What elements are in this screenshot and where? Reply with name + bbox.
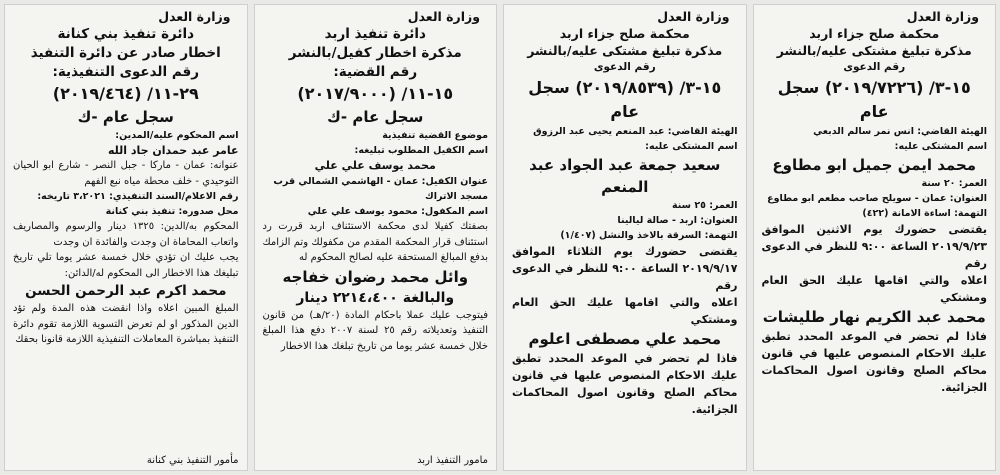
debtor-address: عنوانه: عمان - ماركا - جبل النصر - شارع ابو الحيان التوحيدي - خلف محطة مياه نبع الفهم <box>13 160 239 187</box>
debtor-label: اسم المكفول: محمود يوسف علي علي <box>307 206 488 217</box>
case-label: رقم القضية: <box>333 64 418 80</box>
court-name: محكمة صلح جزاء اربد <box>559 26 690 41</box>
case-number: ١٥-١١/ (٢٠١٧/٩٠٠٠) <box>297 84 454 103</box>
defendant-name: محمد ايمن جميل ابو مطاوع <box>772 156 977 174</box>
defendant-address: العنوان: عمان - سويلح صاحب مطعم ابو مطاوع <box>767 193 987 204</box>
charge: التهمة: اساءة الامانة (٤٢٢) <box>862 208 987 219</box>
complainant-name: محمد علي مصطفى اعلوم <box>528 330 722 348</box>
ruling-number: رقم الاعلام/السند التنفيذي: ٣،٢٠٢١ تاريخه: <box>37 191 239 202</box>
notice-summons-1 <box>753 4 997 471</box>
case-label: رقم الدعوى <box>843 61 906 73</box>
signature: مامور التنفيذ اربد <box>417 455 488 466</box>
notice-summons-2 <box>503 4 747 471</box>
instructions-text: فيتوجب عليك عملا باحكام المادة (٢٠/هـ) من قانون التنفيذ وتعديلاته رقم ٢٥ لسنة ٢٠٠٧ دفع هذا المبلغ خلال خمسة عشر يوما من تاريخ تبلغك هذا الاخطار <box>262 309 489 352</box>
court-name: دائرة تنفيذ اربد <box>324 26 426 42</box>
summons-text: يقتضى حضورك يوم الثلاثاء الموافق ٢٠١٩/٩/١٧ الساعة ٩:٠٠ للنظر في الدعوى رقم <box>512 245 738 292</box>
case-number: ٢٩-١١/ (٢٠١٩/٤٦٤) <box>52 84 199 103</box>
charge: التهمة: السرقة بالاخذ والنشل (١/٤٠٧) <box>560 230 738 241</box>
defendant-age: العمر: ٢٥ سنة <box>672 200 738 211</box>
complainant-name: محمد عبد الكريم نهار طليشات <box>762 308 986 326</box>
amount: والبالغة ٢٢١٤،٤٠٠ دينار <box>296 289 455 306</box>
notice-execution <box>4 4 248 471</box>
defendant-age: العمر: ٢٠ سنة <box>921 178 987 189</box>
court-name: دائرة تنفيذ بني كنانة <box>57 26 195 42</box>
summons-text: يقتضى حضورك يوم الاثنين الموافق ٢٠١٩/٩/٢٣ الساعة ٩:٠٠ للنظر في الدعوى رقم <box>761 223 987 270</box>
signature: مأمور التنفيذ بني كنانة <box>146 455 239 466</box>
closing-text: المبلغ المبين اعلاه واذا انقضت هذه المدة ولم تؤد الدين المذكور او لم تعرض التسوية اللازمة تقوم دائرة التنفيذ بمباشرة المعاملات التنفيذية اللازمة قانونا بحقك <box>13 303 239 345</box>
register: سجل عام -ك <box>77 108 174 126</box>
judge-line: الهيئة القاضي: عبد المنعم يحيى عبد الرزوق <box>533 126 738 137</box>
notice-subject: مذكرة اخطار كفيل/بالنشر <box>288 45 462 61</box>
debtor-name: عامر عبد حمدان جاد الله <box>107 144 239 157</box>
register: سجل عام -ك <box>327 108 424 126</box>
deadline-text: يجب عليك ان تؤدي خلال خمسة عشر يوما تلي تاريخ تبليغك هذا الاخطار الى المحكوم له/الدائن: <box>13 252 239 279</box>
notice-subject: مذكرة تبليغ مشتكى عليه/بالنشر <box>527 43 723 58</box>
ministry-title: وزارة العدل <box>407 9 480 24</box>
guarantor-label: اسم الكفيل المطلوب تبليغه: <box>354 145 488 156</box>
warning-text: فاذا لم تحضر في الموعد المحدد تطبق عليك الاحكام المنصوص عليها في قانون محاكم الصلح وقانون اصول المحاكمات الجزائية. <box>512 352 738 416</box>
case-label: رقم الدعوى <box>593 61 656 73</box>
notice-subject: اخطار صادر عن دائرة التنفيذ <box>30 45 221 61</box>
defendant-name: سعيد جمعة عبد الجواد عبد المنعم <box>529 156 721 196</box>
case-number: ١٥-٣/ (٢٠١٩/٧٢٢٦) سجل عام <box>777 78 971 121</box>
creditor-name: وائل محمد رضوان خفاجه <box>282 267 469 286</box>
parties-text: اعلاه والتي اقامها عليك الحق العام ومشتكي <box>512 296 738 326</box>
creditor-name: محمد اكرم عبد الرحمن الحسن <box>25 283 227 299</box>
ministry-title: وزارة العدل <box>158 9 231 24</box>
case-topic: موضوع القضية تنفيذية <box>382 130 488 141</box>
court-name: محكمة صلح جزاء اربد <box>809 26 940 41</box>
guarantor-address: عنوان الكفيل: عمان - الهاشمي الشمالي قرب مسجد الاتراك <box>273 176 488 202</box>
issuer: محل صدوره: تنفيذ بني كنانة <box>105 206 239 217</box>
notice-subject: مذكرة تبليغ مشتكى عليه/بالنشر <box>776 43 972 58</box>
judge-line: الهيئة القاضي: انس نمر سالم الدبعي <box>813 126 987 137</box>
debtor-label: اسم المحكوم عليه/المدين: <box>115 130 239 141</box>
ministry-title: وزارة العدل <box>657 9 730 24</box>
case-number: ١٥-٣/ (٢٠١٩/٨٥٣٩) سجل عام <box>528 78 722 121</box>
obligation-text: المحكوم به/الدين: ١٣٢٥ دينار والرسوم والمصاريف واتعاب المحاماة ان وجدت والفائدة ان وجدت <box>13 221 239 248</box>
notice-guarantor <box>254 4 498 471</box>
warning-text: فاذا لم تحضر في الموعد المحدد تطبق عليك الاحكام المنصوص عليها في قانون محاكم الصلح وقانون اصول المحاكمات الجزائية. <box>761 330 987 394</box>
ministry-title: وزارة العدل <box>906 9 979 24</box>
case-label: رقم الدعوى التنفيذية: <box>52 64 200 80</box>
defendant-label: اسم المشتكى عليه: <box>645 141 738 152</box>
parties-text: اعلاه والتي اقامها عليك الحق العام ومشتكي <box>761 274 987 304</box>
defendant-label: اسم المشتكى عليه: <box>894 141 987 152</box>
guarantor-name: محمد يوسف علي علي <box>314 159 436 172</box>
defendant-address: العنوان: اربد - صالة ليالينا <box>617 215 738 226</box>
debtor-text: بصفتك كفيلا لدى محكمة الاستئناف اربد قررت رد استئناف قرار المحكمة المقدم من مكفولك وتم الزامك بدفع المبالغ المستحقة عليه لصالح المحكوم له <box>262 221 488 263</box>
